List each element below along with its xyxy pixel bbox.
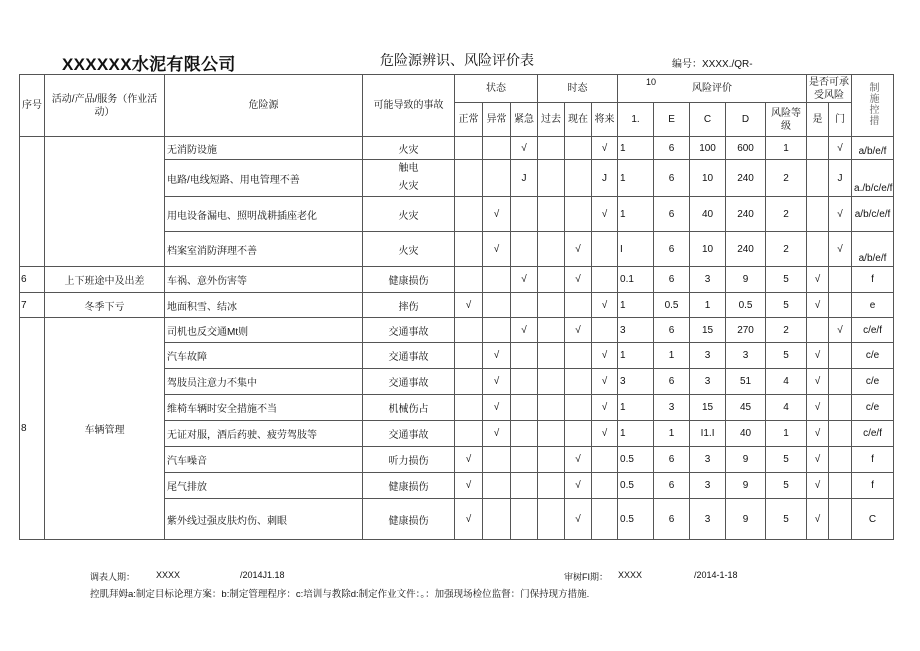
- cell-level: 5: [766, 267, 807, 293]
- cell-emergency: [511, 473, 538, 499]
- col-L: 1.: [618, 103, 654, 137]
- cell-measures: f: [852, 473, 894, 499]
- cell-yes: √: [807, 293, 829, 318]
- cell-C: 3: [690, 473, 726, 499]
- cell-present: [565, 395, 592, 421]
- cell-no: √: [829, 318, 852, 343]
- cell-level: 5: [766, 293, 807, 318]
- cell-E: 6: [654, 499, 690, 540]
- cell-L: 0.5: [618, 473, 654, 499]
- risk-eval-mark: 10: [646, 77, 657, 87]
- cell-future: [592, 232, 618, 267]
- consequence-line-2: 火灾: [398, 181, 419, 192]
- cell-normal: √: [455, 499, 483, 540]
- col-future: 将来: [592, 103, 618, 137]
- col-normal: 正常: [455, 103, 483, 137]
- reviewer-label: 审树FI期：: [564, 572, 608, 582]
- cell-L: 1: [618, 293, 654, 318]
- cell-future: √: [592, 395, 618, 421]
- col-measures: [852, 75, 894, 137]
- hazard-cell: 车祸、意外伤害等: [165, 267, 363, 293]
- cell-E: 6: [654, 318, 690, 343]
- cell-measures: e: [852, 293, 894, 318]
- cell-C: 40: [690, 197, 726, 232]
- cell-level: 4: [766, 395, 807, 421]
- cell-present: √: [565, 499, 592, 540]
- cell-measures: c/e: [852, 343, 894, 369]
- cell-past: [538, 473, 565, 499]
- cell-past: [538, 447, 565, 473]
- cell-emergency: J: [511, 160, 538, 197]
- cell-C: I1.I: [690, 421, 726, 447]
- table-row: [20, 293, 894, 318]
- cell-future: [592, 473, 618, 499]
- cell-L: 1: [618, 421, 654, 447]
- cell-D: 9: [726, 473, 766, 499]
- cell-past: [538, 197, 565, 232]
- consequence-cell: 健康损伤: [363, 267, 455, 293]
- cell-normal: [455, 421, 483, 447]
- cell-abnormal: [483, 293, 511, 318]
- cell-level: 2: [766, 318, 807, 343]
- cell-C: 100: [690, 137, 726, 160]
- cell-level: 5: [766, 343, 807, 369]
- cell-present: √: [565, 447, 592, 473]
- cell-no: [829, 293, 852, 318]
- consequence-cell: 火灾: [363, 232, 455, 267]
- cell-measures: a/b/c/e/f: [852, 197, 894, 232]
- cell-normal: [455, 267, 483, 293]
- cell-present: [565, 343, 592, 369]
- cell-abnormal: [483, 447, 511, 473]
- cell-L: 1: [618, 395, 654, 421]
- cell-past: [538, 499, 565, 540]
- cell-present: √: [565, 267, 592, 293]
- col-past: 过去: [538, 103, 565, 137]
- cell-future: [592, 499, 618, 540]
- prepared-date: /2014J1.18: [240, 570, 285, 580]
- cell-L: 0.5: [618, 499, 654, 540]
- cell-yes: √: [807, 447, 829, 473]
- col-present: 现在: [565, 103, 592, 137]
- cell-E: 6: [654, 473, 690, 499]
- table-row: [20, 137, 894, 160]
- cell-measures: c/e: [852, 369, 894, 395]
- cell-measures: a./b/c/e/f: [852, 160, 894, 197]
- table-row: [20, 318, 894, 343]
- cell-E: 6: [654, 369, 690, 395]
- cell-past: [538, 232, 565, 267]
- cell-abnormal: √: [483, 369, 511, 395]
- consequence-cell: 健康损伤: [363, 473, 455, 499]
- cell-emergency: √: [511, 267, 538, 293]
- cell-present: √: [565, 473, 592, 499]
- cell-abnormal: [483, 267, 511, 293]
- company-name: XXXXXX水泥有限公司: [62, 55, 236, 74]
- cell-D: 0.5: [726, 293, 766, 318]
- cell-present: [565, 369, 592, 395]
- cell-yes: √: [807, 369, 829, 395]
- table-row: [20, 267, 894, 293]
- consequence-cell: 交通事故: [363, 343, 455, 369]
- cell-emergency: [511, 447, 538, 473]
- consequence-cell: 交通事故: [363, 318, 455, 343]
- cell-E: 6: [654, 232, 690, 267]
- risk-eval-label: 风险评价: [692, 83, 733, 94]
- cell-yes: [807, 160, 829, 197]
- col-seq: 序号: [20, 75, 45, 137]
- cell-abnormal: √: [483, 197, 511, 232]
- col-risk-eval: [618, 75, 807, 103]
- hazard-cell: 汽车故障: [165, 343, 363, 369]
- cell-E: 6: [654, 447, 690, 473]
- cell-E: 6: [654, 197, 690, 232]
- cell-no: √: [829, 137, 852, 160]
- cell-abnormal: [483, 473, 511, 499]
- hazard-cell: 尾气排放: [165, 473, 363, 499]
- cell-past: [538, 267, 565, 293]
- cell-level: 2: [766, 197, 807, 232]
- col-acceptable: 是否可承受风险: [807, 75, 852, 103]
- cell-future: √: [592, 343, 618, 369]
- cell-C: 1: [690, 293, 726, 318]
- cell-measures: a/b/e/f: [852, 232, 894, 267]
- cell-no: [829, 447, 852, 473]
- reviewer-name: XXXX: [618, 570, 643, 580]
- cell-yes: [807, 232, 829, 267]
- consequence-cell: 听力损伤: [363, 447, 455, 473]
- cell-abnormal: √: [483, 395, 511, 421]
- group-activity: 车辆管理: [45, 318, 165, 540]
- hazard-cell: 档案室消防湃理不善: [165, 232, 363, 267]
- cell-E: 0.5: [654, 293, 690, 318]
- hazard-cell: 维椅车辆时安全措施不当: [165, 395, 363, 421]
- cell-D: 600: [726, 137, 766, 160]
- cell-normal: √: [455, 473, 483, 499]
- control-measures-notes: 控肌拜姆a:制定目标论理方案：b:制定管理程序：c:培训与教除d:制定作业文件：。：加强现场检位监督：门保持现方措施.: [90, 589, 590, 600]
- risk-assessment-table: [19, 74, 894, 540]
- review-date: /2014-1-18: [694, 570, 738, 580]
- consequence-line-1: 触电: [398, 163, 419, 174]
- cell-yes: √: [807, 343, 829, 369]
- cell-measures: a/b/e/f: [852, 137, 894, 160]
- col-yes: 是: [807, 103, 829, 137]
- cell-E: 1: [654, 421, 690, 447]
- col-abnormal: 异常: [483, 103, 511, 137]
- cell-present: [565, 421, 592, 447]
- cell-no: [829, 267, 852, 293]
- cell-past: [538, 293, 565, 318]
- group-activity: 上下班途中及出差: [45, 267, 165, 293]
- cell-yes: √: [807, 473, 829, 499]
- cell-past: [538, 343, 565, 369]
- cell-past: [538, 369, 565, 395]
- cell-normal: [455, 369, 483, 395]
- hazard-cell: 无证对服，酒后药驶、疲劳驾肢等: [165, 421, 363, 447]
- cell-emergency: [511, 293, 538, 318]
- cell-future: √: [592, 197, 618, 232]
- signature-line: [90, 570, 850, 582]
- cell-emergency: [511, 232, 538, 267]
- cell-normal: √: [455, 447, 483, 473]
- cell-D: 240: [726, 160, 766, 197]
- cell-C: 15: [690, 318, 726, 343]
- cell-L: 1: [618, 137, 654, 160]
- group-seq: 6: [20, 267, 45, 293]
- cell-level: 5: [766, 499, 807, 540]
- cell-level: 2: [766, 160, 807, 197]
- preparer-name: XXXX: [156, 570, 181, 580]
- cell-C: 10: [690, 160, 726, 197]
- cell-present: √: [565, 232, 592, 267]
- cell-level: 5: [766, 447, 807, 473]
- cell-L: 1: [618, 343, 654, 369]
- cell-D: 3: [726, 343, 766, 369]
- document-number: 编号：XXXX./QR-: [672, 59, 753, 70]
- col-level: 风险等级: [766, 103, 807, 137]
- cell-past: [538, 395, 565, 421]
- cell-emergency: [511, 421, 538, 447]
- cell-present: [565, 197, 592, 232]
- cell-no: [829, 369, 852, 395]
- cell-C: 3: [690, 267, 726, 293]
- cell-level: 1: [766, 137, 807, 160]
- hazard-cell: 汽车噪音: [165, 447, 363, 473]
- cell-E: 6: [654, 137, 690, 160]
- cell-abnormal: √: [483, 232, 511, 267]
- col-activity: 活动/产品/服务（作业活动）: [45, 75, 165, 137]
- cell-future: √: [592, 421, 618, 447]
- cell-emergency: [511, 197, 538, 232]
- cell-yes: √: [807, 267, 829, 293]
- cell-yes: √: [807, 421, 829, 447]
- cell-no: [829, 343, 852, 369]
- cell-future: √: [592, 369, 618, 395]
- hazard-cell: 司机也反交通Mt则: [165, 318, 363, 343]
- measures-vertical-label: 制施控措: [867, 81, 879, 126]
- col-E: E: [654, 103, 690, 137]
- cell-present: √: [565, 318, 592, 343]
- consequence-cell: 火灾: [363, 137, 455, 160]
- cell-L: 1: [618, 160, 654, 197]
- cell-level: 5: [766, 473, 807, 499]
- cell-past: [538, 318, 565, 343]
- group-seq: 7: [20, 293, 45, 318]
- preparer-label: 调表人期：: [90, 572, 136, 582]
- cell-D: 9: [726, 499, 766, 540]
- cell-no: √: [829, 197, 852, 232]
- cell-no: J: [829, 160, 852, 197]
- col-no: 门: [829, 103, 852, 137]
- cell-future: [592, 318, 618, 343]
- cell-D: 270: [726, 318, 766, 343]
- col-C: C: [690, 103, 726, 137]
- cell-E: 3: [654, 395, 690, 421]
- cell-level: 4: [766, 369, 807, 395]
- consequence-cell: 健康损伤: [363, 499, 455, 540]
- cell-L: 0.5: [618, 447, 654, 473]
- consequence-cell: [363, 160, 455, 197]
- cell-C: 3: [690, 447, 726, 473]
- cell-measures: c/e/f: [852, 318, 894, 343]
- cell-emergency: [511, 499, 538, 540]
- cell-emergency: √: [511, 137, 538, 160]
- group-seq: [20, 137, 45, 267]
- cell-no: [829, 395, 852, 421]
- hazard-cell: 用电设备漏电、照明战耕插座老化: [165, 197, 363, 232]
- cell-emergency: [511, 369, 538, 395]
- cell-abnormal: [483, 499, 511, 540]
- cell-normal: [455, 395, 483, 421]
- cell-yes: [807, 197, 829, 232]
- cell-yes: [807, 318, 829, 343]
- cell-abnormal: [483, 318, 511, 343]
- cell-yes: √: [807, 499, 829, 540]
- cell-normal: [455, 137, 483, 160]
- hazard-cell: 驾肢员注意力不集中: [165, 369, 363, 395]
- cell-D: 9: [726, 267, 766, 293]
- cell-emergency: [511, 395, 538, 421]
- col-D: D: [726, 103, 766, 137]
- hazard-cell: 电路/电线短路、用电管理不善: [165, 160, 363, 197]
- cell-L: 3: [618, 369, 654, 395]
- cell-past: [538, 137, 565, 160]
- cell-measures: f: [852, 267, 894, 293]
- group-seq: 8: [20, 318, 45, 540]
- cell-D: 45: [726, 395, 766, 421]
- cell-measures: C: [852, 499, 894, 540]
- hazard-cell: 地面积雪、结冰: [165, 293, 363, 318]
- cell-emergency: √: [511, 318, 538, 343]
- cell-measures: c/e/f: [852, 421, 894, 447]
- cell-C: 3: [690, 369, 726, 395]
- cell-C: 3: [690, 499, 726, 540]
- col-hazard: 危险源: [165, 75, 363, 137]
- cell-L: 0.1: [618, 267, 654, 293]
- consequence-cell: 机械伤占: [363, 395, 455, 421]
- cell-D: 40: [726, 421, 766, 447]
- hazard-cell: 无消防设施: [165, 137, 363, 160]
- consequence-cell: 火灾: [363, 197, 455, 232]
- cell-D: 9: [726, 447, 766, 473]
- cell-level: 2: [766, 232, 807, 267]
- cell-past: [538, 421, 565, 447]
- cell-normal: [455, 343, 483, 369]
- cell-C: 3: [690, 343, 726, 369]
- cell-measures: f: [852, 447, 894, 473]
- col-emergency: 紧急: [511, 103, 538, 137]
- cell-future: √: [592, 137, 618, 160]
- cell-D: 240: [726, 232, 766, 267]
- cell-yes: √: [807, 395, 829, 421]
- cell-normal: [455, 197, 483, 232]
- cell-future: J: [592, 160, 618, 197]
- cell-past: [538, 160, 565, 197]
- document-title: 危险源辨识、风险评价表: [380, 53, 534, 69]
- col-state: 状态: [455, 75, 538, 103]
- consequence-cell: 交通事故: [363, 369, 455, 395]
- cell-E: 6: [654, 267, 690, 293]
- cell-no: [829, 499, 852, 540]
- cell-C: 15: [690, 395, 726, 421]
- cell-emergency: [511, 343, 538, 369]
- consequence-cell: 交通事故: [363, 421, 455, 447]
- cell-abnormal: √: [483, 421, 511, 447]
- cell-normal: [455, 160, 483, 197]
- cell-D: 240: [726, 197, 766, 232]
- cell-normal: √: [455, 293, 483, 318]
- cell-yes: [807, 137, 829, 160]
- cell-C: 10: [690, 232, 726, 267]
- cell-abnormal: [483, 160, 511, 197]
- cell-present: [565, 293, 592, 318]
- cell-no: [829, 421, 852, 447]
- cell-no: √: [829, 232, 852, 267]
- cell-L: I: [618, 232, 654, 267]
- cell-level: 1: [766, 421, 807, 447]
- group-activity: 冬季下亏: [45, 293, 165, 318]
- cell-normal: [455, 232, 483, 267]
- cell-no: [829, 473, 852, 499]
- cell-future: √: [592, 293, 618, 318]
- group-activity: [45, 137, 165, 267]
- cell-future: [592, 267, 618, 293]
- consequence-cell: 摔伤: [363, 293, 455, 318]
- cell-E: 6: [654, 160, 690, 197]
- cell-future: [592, 447, 618, 473]
- cell-L: 3: [618, 318, 654, 343]
- cell-D: 51: [726, 369, 766, 395]
- cell-abnormal: √: [483, 343, 511, 369]
- cell-L: 1: [618, 197, 654, 232]
- cell-normal: [455, 318, 483, 343]
- cell-present: [565, 160, 592, 197]
- hazard-cell: 紫外线过强皮肤灼伤、刺眼: [165, 499, 363, 540]
- cell-present: [565, 137, 592, 160]
- cell-E: 1: [654, 343, 690, 369]
- col-consequence: 可能导致的事故: [363, 75, 455, 137]
- col-tense: 时态: [538, 75, 618, 103]
- cell-abnormal: [483, 137, 511, 160]
- cell-measures: c/e: [852, 395, 894, 421]
